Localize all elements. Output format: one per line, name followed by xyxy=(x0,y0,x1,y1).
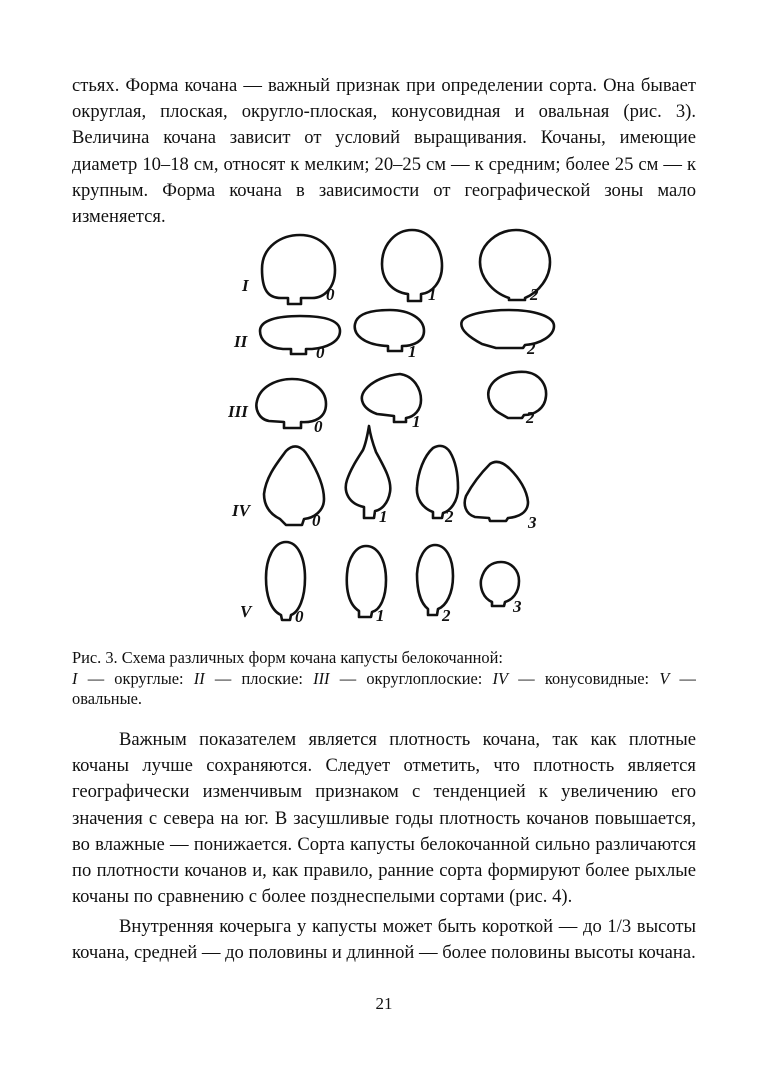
caption-title: Рис. 3. Схема различных форм кочана капусты белокочанной: xyxy=(72,648,503,667)
paragraph-head-density: Важным показателем является плотность кочана, так как плотные кочаны лучше сохраняются. Следует отметить, что плотность является географически изменчивым признаком с тенденцией к увеличению его значения с севера на юг. В засушливые годы плотность кочанов повышается, во влажные — понижается. Сорта капусты белокочанной сильно различаются по плотности кочанов и, как правило, ранние сорта формируют более рыхлые кочаны по сравнению с более позднеспелыми сортами (рис. 4). xyxy=(72,729,696,908)
row-label-V: V xyxy=(240,602,252,621)
legend-numeral-IV: IV xyxy=(492,668,509,688)
legend-text-II: — плоские: xyxy=(214,668,303,688)
label-IV-2: 2 xyxy=(445,507,454,526)
label-V-2: 2 xyxy=(442,606,451,625)
row-label-III: III xyxy=(228,402,248,421)
label-IV-1: 1 xyxy=(379,507,388,526)
label-III-0: 0 xyxy=(314,417,323,436)
label-V-3: 3 xyxy=(513,597,522,616)
label-V-0: 0 xyxy=(295,607,304,626)
legend-numeral-V: V xyxy=(659,668,670,688)
row-3-shapes xyxy=(256,372,546,428)
shape-I-0 xyxy=(262,235,335,304)
legend-numeral-II: II xyxy=(193,668,205,688)
paragraph-head-shape: стьях. Форма кочана — важный признак при определении сорта. Она бывает округлая, плоская, округло-плоская, конусовидная и овальная (рис. 3). Величина кочана зависит от условий выращивания. Кочаны, имеющие диаметр 10–18 см, относят к мелким; 20–25 см — к средним; более 25 см — к крупным. Форма кочана в зависимости от географической зоны мало изменяется. xyxy=(72,75,696,228)
shape-IV-3 xyxy=(465,462,528,521)
figure-head-shapes xyxy=(228,224,558,634)
caption-legend-tail: овальные. xyxy=(72,689,142,708)
row-4-shapes xyxy=(264,426,528,525)
caption-legend xyxy=(72,669,696,690)
legend-text-IV: — конусовидные: xyxy=(518,668,650,688)
label-II-0: 0 xyxy=(316,343,325,362)
row-1-shapes xyxy=(262,230,550,304)
legend-text-I: — округлые: xyxy=(87,668,184,688)
shape-V-2 xyxy=(417,545,453,615)
shape-I-2 xyxy=(480,230,550,300)
label-I-2: 2 xyxy=(530,285,539,304)
label-III-1: 1 xyxy=(412,412,421,431)
label-I-1: 1 xyxy=(428,285,437,304)
shape-III-2 xyxy=(488,372,546,418)
legend-numeral-III: III xyxy=(313,668,330,688)
label-II-1: 1 xyxy=(408,342,417,361)
label-IV-0: 0 xyxy=(312,511,321,530)
row-5-shapes xyxy=(266,542,519,620)
row-label-II: II xyxy=(234,332,248,351)
shape-IV-1 xyxy=(346,426,391,518)
label-III-2: 2 xyxy=(526,408,535,427)
paragraph-inner-stalk: Внутренняя кочерыга у капусты может быть короткой — до 1/3 высоты кочана, средней — до половины и длинной — более половины высоты кочана. xyxy=(72,916,696,964)
figure-caption xyxy=(72,648,696,710)
row-2-shapes xyxy=(260,310,554,354)
legend-numeral-I: I xyxy=(72,668,78,688)
label-V-1: 1 xyxy=(376,606,385,625)
shape-II-2 xyxy=(461,310,554,348)
legend-text-III: — округлоплоские: xyxy=(339,668,483,688)
row-label-I: I xyxy=(242,276,249,295)
shape-II-0 xyxy=(260,316,340,354)
label-IV-3: 3 xyxy=(528,513,537,532)
legend-text-V: — xyxy=(679,668,696,688)
page-number: 21 xyxy=(375,994,393,1013)
head-shapes-diagram xyxy=(228,224,558,634)
label-I-0: 0 xyxy=(326,285,335,304)
label-II-2: 2 xyxy=(527,339,536,358)
row-label-IV: IV xyxy=(232,501,250,520)
